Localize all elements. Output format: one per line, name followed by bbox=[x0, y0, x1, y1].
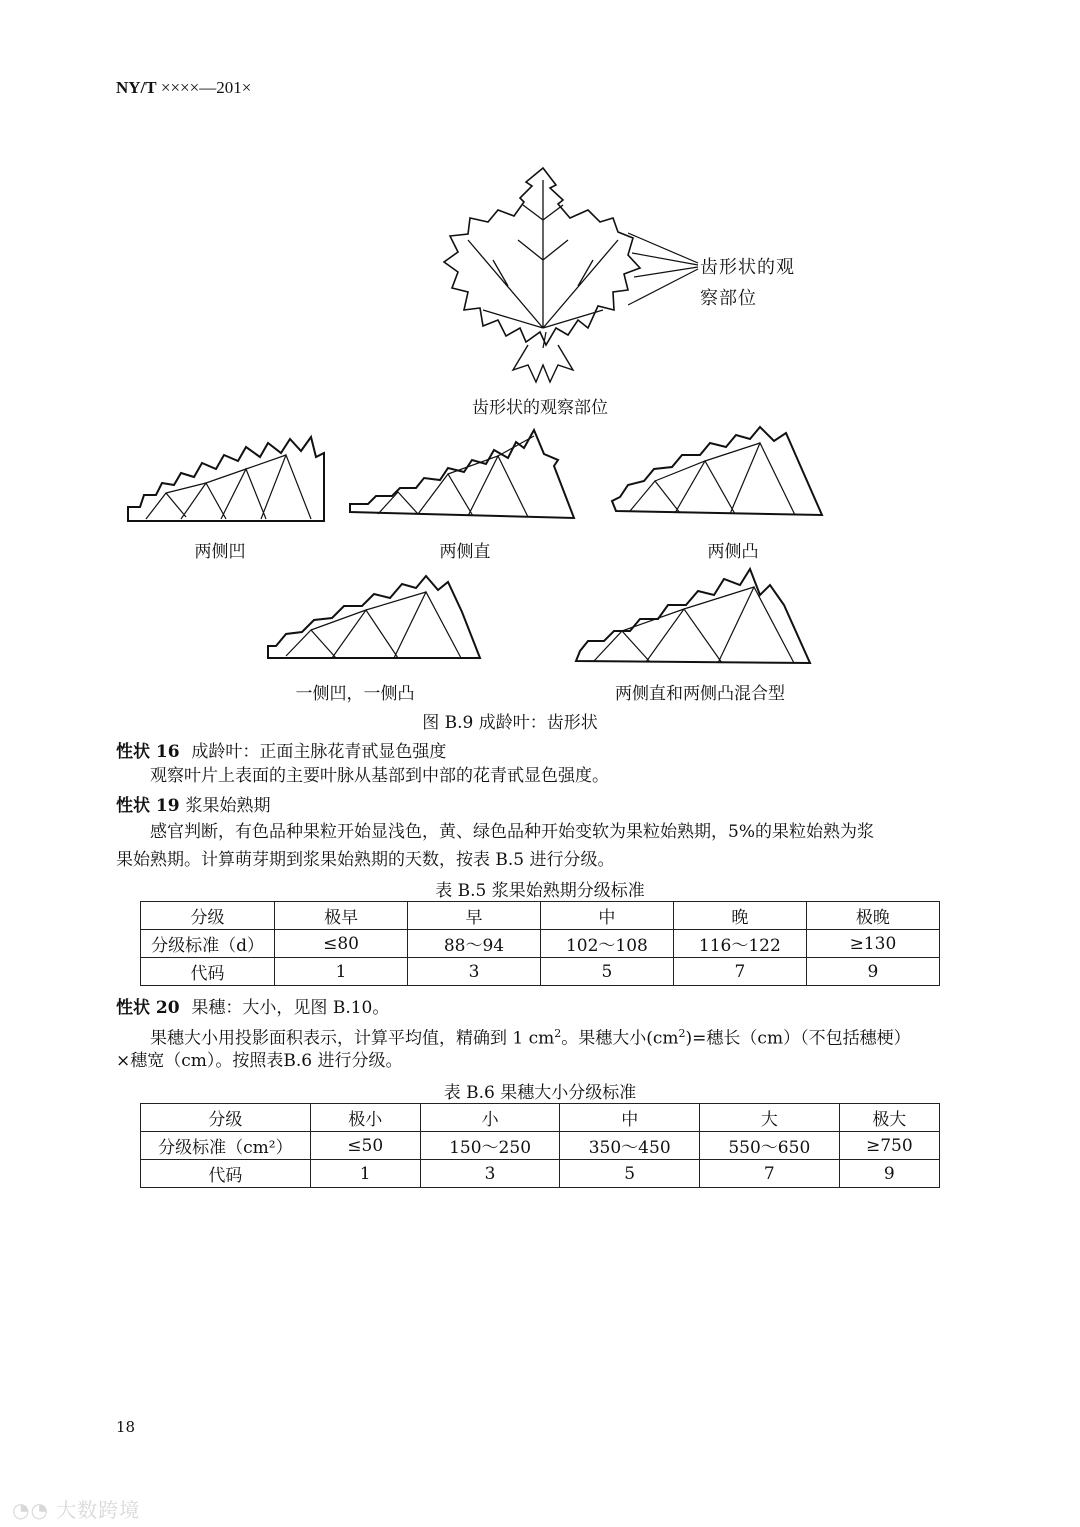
table-cell: 5 bbox=[540, 958, 673, 986]
watermark-logo-icon: ◔◔ bbox=[12, 1498, 57, 1522]
table-cell: 102～108 bbox=[540, 930, 673, 958]
table-cell: ≥130 bbox=[806, 930, 939, 958]
label-convex-both: 两侧凸 bbox=[707, 542, 759, 562]
table-b5-caption: 表 B.5 浆果始熟期分级标准 bbox=[435, 881, 645, 901]
label-concave-both: 两侧凹 bbox=[194, 542, 246, 562]
trait-20-title: 果穗：大小，见图 B.10。 bbox=[191, 998, 390, 1018]
trait-19-body-2: 果始熟期。计算萌芽期到浆果始熟期的天数，按表 B.5 进行分级。 bbox=[116, 850, 615, 870]
table-cell: 极大 bbox=[839, 1104, 939, 1132]
label-straight-both: 两侧直 bbox=[439, 542, 491, 562]
callout-line-2: 察部位 bbox=[700, 288, 757, 309]
watermark-text: 大数跨境 bbox=[56, 1498, 141, 1522]
table-cell: 1 bbox=[310, 1160, 420, 1188]
table-row bbox=[141, 1104, 940, 1132]
leaf-tooth-straight-both bbox=[348, 426, 578, 522]
table-cell: 大 bbox=[700, 1104, 840, 1132]
table-cell: 150～250 bbox=[420, 1132, 560, 1160]
table-cell: ≤50 bbox=[310, 1132, 420, 1160]
superscript-2: 2 bbox=[554, 1027, 562, 1040]
table-b5 bbox=[140, 901, 940, 986]
grape-leaf-illustration bbox=[428, 160, 658, 390]
table-cell: 116～122 bbox=[673, 930, 806, 958]
trait-16-heading bbox=[116, 737, 446, 762]
table-cell: 晚 bbox=[673, 902, 806, 930]
table-row bbox=[141, 1160, 940, 1188]
trait-16-number: 性状 16 bbox=[116, 742, 180, 762]
trait-16-body: 观察叶片上表面的主要叶脉从基部到中部的花青甙显色强度。 bbox=[150, 766, 609, 786]
trait-20-body-2: ×穗宽（cm）。按照表B.6 进行分级。 bbox=[116, 1051, 403, 1071]
table-row bbox=[141, 1132, 940, 1160]
table-cell: 9 bbox=[839, 1160, 939, 1188]
table-cell: 分级标准（d） bbox=[141, 930, 275, 958]
table-cell: 极早 bbox=[275, 902, 408, 930]
table-cell: 3 bbox=[420, 1160, 560, 1188]
table-cell: ≤80 bbox=[275, 930, 408, 958]
table-cell: 350～450 bbox=[560, 1132, 700, 1160]
leaf-tooth-concave-both bbox=[126, 433, 326, 523]
observation-callout bbox=[700, 252, 820, 314]
table-cell: 代码 bbox=[141, 1160, 311, 1188]
table-cell: ≥750 bbox=[839, 1132, 939, 1160]
figure-b9-caption: 图 B.9 成龄叶：齿形状 bbox=[422, 713, 598, 733]
trait-19-number: 性状 19 bbox=[116, 796, 180, 816]
table-cell: 3 bbox=[408, 958, 541, 986]
table-cell: 中 bbox=[560, 1104, 700, 1132]
leaf-tooth-convex-both bbox=[610, 425, 825, 520]
table-cell: 7 bbox=[700, 1160, 840, 1188]
table-cell: 极晚 bbox=[806, 902, 939, 930]
table-cell: 1 bbox=[275, 958, 408, 986]
trait-20-text-b: 。果穗大小(cm bbox=[561, 1028, 679, 1049]
trait-20-text-a: 果穗大小用投影面积表示，计算平均值，精确到 1 cm bbox=[150, 1028, 555, 1049]
table-cell: 分级标准（cm²） bbox=[141, 1132, 311, 1160]
table-b6-caption: 表 B.6 果穗大小分级标准 bbox=[443, 1083, 637, 1103]
table-cell: 88～94 bbox=[408, 930, 541, 958]
trait-19-title: 浆果始熟期 bbox=[185, 796, 271, 816]
page-number: 18 bbox=[116, 1418, 136, 1436]
table-cell: 代码 bbox=[141, 958, 275, 986]
table-cell: 7 bbox=[673, 958, 806, 986]
trait-19-heading bbox=[116, 791, 271, 816]
table-cell: 小 bbox=[420, 1104, 560, 1132]
trait-20-text-c: )=穗长（cm）（不包括穗梗） bbox=[685, 1028, 911, 1049]
watermark bbox=[12, 1494, 140, 1523]
trait-20-number: 性状 20 bbox=[116, 998, 180, 1018]
standard-number: ××××—201× bbox=[156, 78, 252, 97]
label-concave-convex: 一侧凹，一侧凸 bbox=[295, 684, 415, 704]
leaf-tooth-concave-convex bbox=[266, 572, 484, 664]
table-cell: 极小 bbox=[310, 1104, 420, 1132]
document-code bbox=[116, 78, 251, 98]
superscript-2: 2 bbox=[678, 1027, 686, 1040]
trait-19-body-1: 感官判断，有色品种果粒开始显浅色，黄、绿色品种开始变软为果粒始熟期，5%的果粒始熟为浆 bbox=[150, 822, 874, 842]
table-row bbox=[141, 930, 940, 958]
table-cell: 9 bbox=[806, 958, 939, 986]
table-cell: 550～650 bbox=[700, 1132, 840, 1160]
table-cell: 5 bbox=[560, 1160, 700, 1188]
standard-prefix: NY/T bbox=[116, 78, 157, 97]
label-mixed: 两侧直和两侧凸混合型 bbox=[615, 684, 785, 704]
table-cell: 分级 bbox=[141, 902, 275, 930]
trait-20-heading bbox=[116, 993, 389, 1018]
leaf-tooth-mixed bbox=[574, 565, 814, 665]
top-figure-caption: 齿形状的观察部位 bbox=[472, 398, 608, 418]
trait-16-title: 成龄叶：正面主脉花青甙显色强度 bbox=[191, 742, 447, 762]
table-cell: 早 bbox=[408, 902, 541, 930]
callout-lines bbox=[628, 225, 700, 310]
table-cell: 中 bbox=[540, 902, 673, 930]
table-cell: 分级 bbox=[141, 1104, 311, 1132]
callout-line-1: 齿形状的观 bbox=[700, 257, 795, 278]
table-b6 bbox=[140, 1103, 940, 1188]
table-row bbox=[141, 902, 940, 930]
table-row bbox=[141, 958, 940, 986]
